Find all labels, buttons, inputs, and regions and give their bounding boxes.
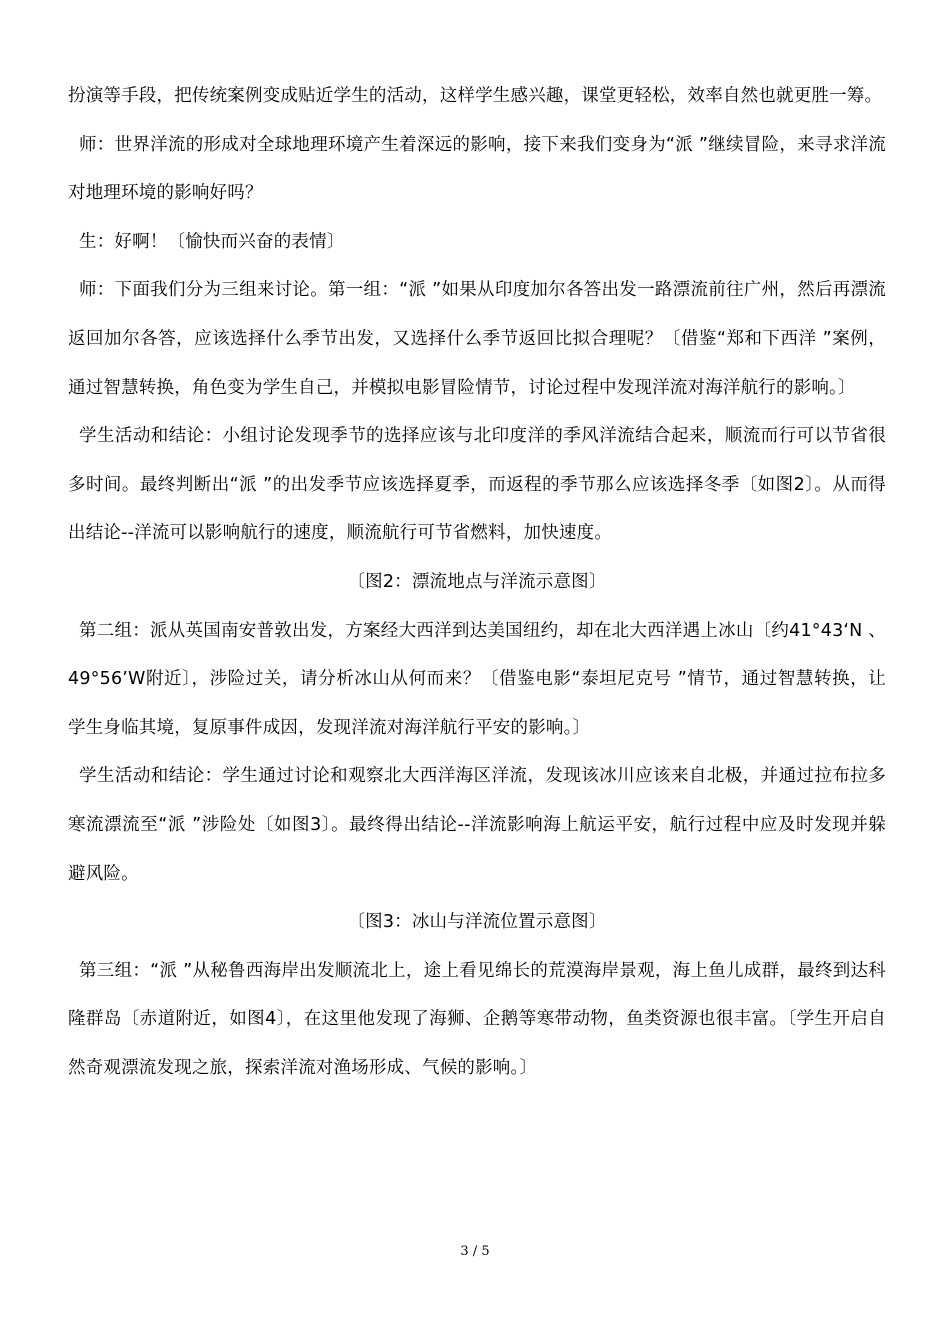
paragraph-teacher-question: 师：世界洋流的形成对全球地理环境产生着深远的影响，接下来我们变身为“派 ”继续冒险，来寻求洋流对地理环境的影响好吗？ [68, 134, 886, 204]
paragraph-group-two-conclusion: 学生活动和结论：学生通过讨论和观察北大西洋海区洋流，发现该冰川应该来自北极，并通过拉布拉多寒流漂流至“派 ”涉险处〔如图3〕。最终得出结论--洋流影响海上航运平安，航行过程中应及时发现并躲避风险。 [68, 766, 886, 884]
paragraph-group-one-task: 师：下面我们分为三组来讨论。第一组：“派 ”如果从印度加尔各答出发一路漂流前往广州，然后再漂流返回加尔各答，应该选择什么季节出发，又选择什么季节返回比拟合理呢？〔借鉴“郑和下西洋 ”案例，通过智慧转换，角色变为学生自己，并模拟电影冒险情节，讨论过程中发现洋流对海洋航行的影响。〕 [68, 280, 886, 398]
figure-caption-3: 〔图3：冰山与洋流位置示意图〕 [347, 912, 607, 933]
page-number: 3 / 5 [460, 1244, 490, 1259]
paragraph-group-one-conclusion: 学生活动和结论：小组讨论发现季节的选择应该与北印度洋的季风洋流结合起来，顺流而行可以节省很多时间。最终判断出“派 ”的出发季节应该选择夏季，而返程的季节那么应该选择冬季〔如图2〕。从而得出结论--洋流可以影响航行的速度，顺流航行可节省燃料，加快速度。 [68, 426, 886, 544]
paragraph-student-reply: 生：好啊！〔愉快而兴奋的表情〕 [79, 231, 345, 252]
document-body [68, 72, 886, 1092]
paragraph-intro-continuation: 扮演等手段，把传统案例变成贴近学生的活动，这样学生感兴趣，课堂更轻松，效率自然也就更胜一筹。 [68, 86, 883, 106]
figure-caption-2: 〔图2：漂流地点与洋流示意图〕 [347, 571, 607, 592]
paragraph-group-three-task: 第三组：“派 ”从秘鲁西海岸出发顺流北上，途上看见绵长的荒漠海岸景观，海上鱼儿成群，最终到达科隆群岛〔赤道附近，如图4〕，在这里他发现了海狮、企鹅等寒带动物，鱼类资源也很丰富。〔学生开启自然奇观漂流发现之旅，探索洋流对渔场形成、气候的影响。〕 [68, 960, 886, 1078]
paragraph-group-two-task: 第二组：派从英国南安普敦出发，方案经大西洋到达美国纽约，却在北大西洋遇上冰山〔约41°43‘N 、49°56’W附近〕，涉险过关，请分析冰山从何而来？〔借鉴电影“泰坦尼克号 ”情节，通过智慧转换，让学生身临其境，复原事件成因，发现洋流对海洋航行平安的影响。〕 [68, 620, 886, 738]
